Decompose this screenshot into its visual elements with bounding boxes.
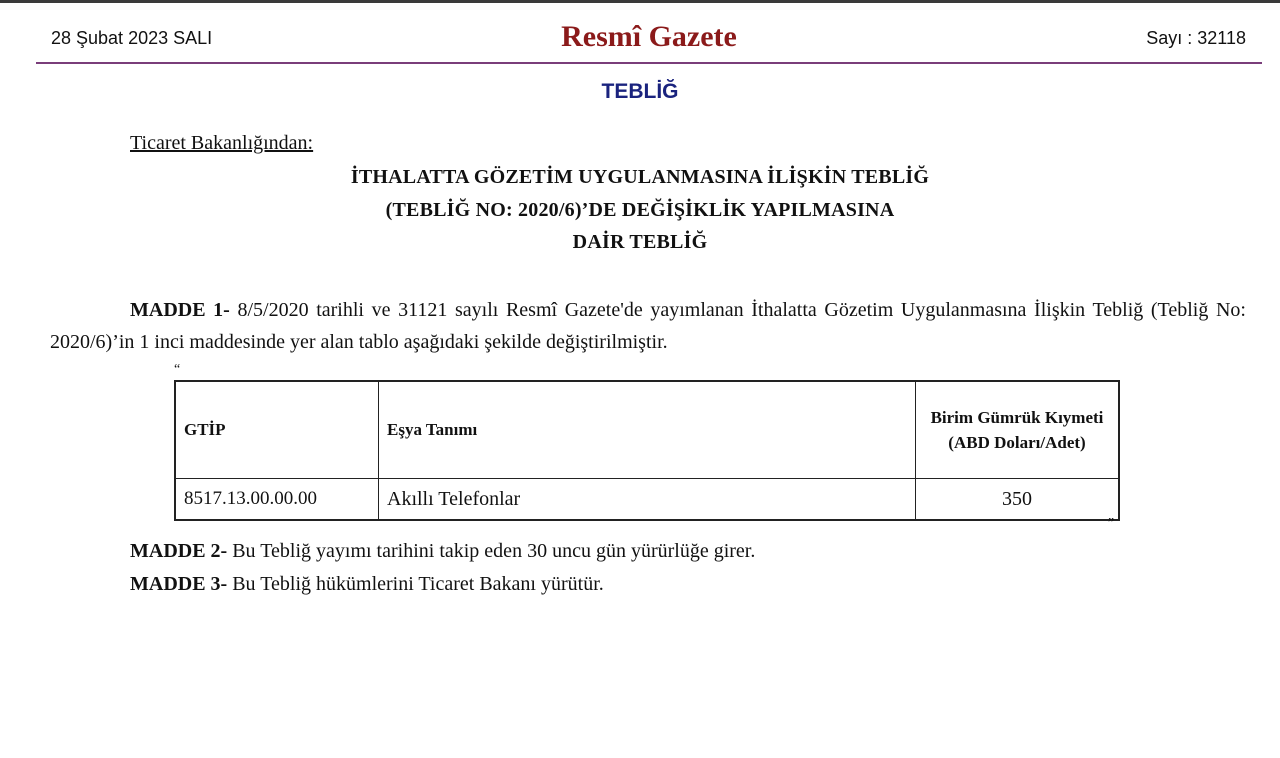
article-1-label: MADDE 1- xyxy=(130,299,230,321)
window-top-border xyxy=(0,0,1280,3)
article-2-label: MADDE 2- xyxy=(130,540,228,562)
gazette-header xyxy=(36,14,1262,64)
document-title-line-3: DAİR TEBLİĞ xyxy=(572,231,708,253)
cell-gtip: 8517.13.00.00.00 xyxy=(175,479,379,521)
amended-table xyxy=(174,380,1120,521)
article-2-text: Bu Tebliğ yayımı tarihini takip eden 30 uncu gün yürürlüğe girer. xyxy=(227,540,756,562)
document-title-line-2: (TEBLİĞ NO: 2020/6)’DE DEĞİŞİKLİK YAPILMASINA xyxy=(385,199,895,221)
table-row xyxy=(175,479,1119,521)
column-header-unit-value xyxy=(916,381,1120,479)
table-header-row xyxy=(175,381,1119,479)
cell-unit-value: 350 xyxy=(916,479,1120,521)
column-header-unit-value-line-1: Birim Gümrük Kıymeti xyxy=(930,408,1104,427)
column-header-unit-value-line-2: (ABD Doları/Adet) xyxy=(948,433,1086,452)
publication-date: 28 Şubat 2023 SALI xyxy=(51,28,213,48)
section-title: TEBLİĞ xyxy=(601,80,679,103)
opening-quote-mark: “ xyxy=(174,362,181,377)
issuing-ministry: Ticaret Bakanlığından: xyxy=(130,132,314,154)
issue-number: Sayı : 32118 xyxy=(1146,28,1246,48)
column-header-gtip: GTİP xyxy=(175,381,379,479)
gazette-title: Resmî Gazete xyxy=(561,20,737,53)
closing-quote-mark: ” xyxy=(1108,516,1115,531)
article-3 xyxy=(130,573,604,596)
column-header-description: Eşya Tanımı xyxy=(379,381,916,479)
cell-description: Akıllı Telefonlar xyxy=(379,479,916,521)
document-title-line-1: İTHALATTA GÖZETİM UYGULANMASINA İLİŞKİN TEBLİĞ xyxy=(350,166,930,188)
article-1-text: 8/5/2020 tarihli ve 31121 sayılı Resmî Gazete'de yayımlanan İthalatta Gözetim Uygulanmasına İlişkin Tebliğ (Tebliğ No: 2020/6)’in 1 inci maddesinde yer alan tablo aşağıdaki şekilde değiştirilmiştir. xyxy=(50,299,1246,353)
article-1 xyxy=(50,294,1246,358)
article-3-text: Bu Tebliğ hükümlerini Ticaret Bakanı yürütür. xyxy=(227,573,604,595)
article-2 xyxy=(130,540,755,563)
article-3-label: MADDE 3- xyxy=(130,573,228,595)
